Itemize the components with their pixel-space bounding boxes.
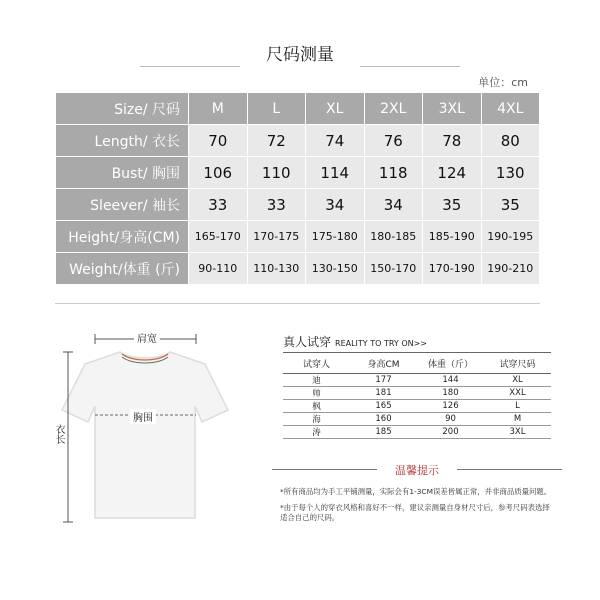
tryon-row xyxy=(283,374,551,387)
tryon-header-row xyxy=(283,353,551,374)
tryon-cell: M xyxy=(484,413,551,426)
tryon-row xyxy=(283,413,551,426)
height-cell: 170-175 xyxy=(247,221,306,253)
tryon-cell: 迪 xyxy=(283,374,350,387)
weight-cell: 110-130 xyxy=(247,253,306,285)
measurement-diagram xyxy=(50,330,260,530)
sleeve-row xyxy=(56,189,540,221)
page-title: 尺码测量 xyxy=(266,45,334,65)
row-label: Height/身高(CM) xyxy=(56,221,189,253)
row-label: Sleever/ 袖长 xyxy=(56,189,189,221)
size-cell: 2XL xyxy=(364,93,423,125)
section-divider xyxy=(55,303,540,304)
height-cell: 190-195 xyxy=(481,221,540,253)
size-chart-table xyxy=(55,92,540,285)
size-cell: 4XL xyxy=(481,93,540,125)
tryon-row xyxy=(283,387,551,400)
bust-cell: 130 xyxy=(481,157,540,189)
height-cell: 175-180 xyxy=(306,221,365,253)
tryon-cell: 涛 xyxy=(283,426,350,439)
length-cell: 70 xyxy=(189,125,248,157)
notice-note: *由于每个人的穿衣风格和喜好不一样，建议亲测量自身材尺寸后，参考尺码表选择适合自己的尺码。 xyxy=(280,503,550,522)
shoulder-label: 肩宽 xyxy=(134,330,160,345)
length-cell: 76 xyxy=(364,125,423,157)
tryon-cell: 90 xyxy=(417,413,484,426)
chest-label: 胸围 xyxy=(130,409,156,424)
notice-note: *所有商品均为手工平铺测量，实际会有1-3CM误差皆属正常，并非商品质量问题。 xyxy=(280,487,552,496)
tryon-title: 真人试穿 xyxy=(283,335,332,349)
size-cell: 3XL xyxy=(423,93,482,125)
sleeve-cell: 35 xyxy=(481,189,540,221)
row-label: Size/ 尺码 xyxy=(56,93,189,125)
tryon-table xyxy=(283,352,551,439)
bust-cell: 118 xyxy=(364,157,423,189)
tryon-cell: L xyxy=(484,400,551,413)
tryon-cell: 200 xyxy=(417,426,484,439)
tryon-row xyxy=(283,426,551,439)
tryon-cell: 180 xyxy=(417,387,484,400)
tryon-header: 试穿尺码 xyxy=(484,353,551,374)
tryon-cell: 185 xyxy=(350,426,417,439)
tryon-cell: XXL xyxy=(484,387,551,400)
size-cell: M xyxy=(189,93,248,125)
weight-cell: 190-210 xyxy=(481,253,540,285)
bust-row xyxy=(56,157,540,189)
tryon-subtitle: REALITY TO TRY ON>> xyxy=(335,339,428,348)
sleeve-cell: 35 xyxy=(423,189,482,221)
tryon-cell: 海 xyxy=(283,413,350,426)
size-row xyxy=(56,93,540,125)
sleeve-cell: 34 xyxy=(364,189,423,221)
row-label: Bust/ 胸围 xyxy=(56,157,189,189)
height-cell: 180-185 xyxy=(364,221,423,253)
length-cell: 78 xyxy=(423,125,482,157)
sleeve-cell: 33 xyxy=(247,189,306,221)
weight-cell: 170-190 xyxy=(423,253,482,285)
weight-row xyxy=(56,253,540,285)
weight-cell: 90-110 xyxy=(189,253,248,285)
length-cell: 74 xyxy=(306,125,365,157)
row-label: Length/ 衣长 xyxy=(56,125,189,157)
tryon-header: 体重（斤） xyxy=(417,353,484,374)
tryon-heading xyxy=(283,333,427,350)
tryon-cell: 126 xyxy=(417,400,484,413)
tryon-cell: 3XL xyxy=(484,426,551,439)
size-cell: XL xyxy=(306,93,365,125)
tryon-cell: 帅 xyxy=(283,387,350,400)
tshirt-shape xyxy=(62,352,228,518)
unit-label: 单位：cm xyxy=(478,76,528,89)
height-row xyxy=(56,221,540,253)
tryon-header: 试穿人 xyxy=(283,353,350,374)
tryon-cell: 144 xyxy=(417,374,484,387)
tryon-cell: XL xyxy=(484,374,551,387)
tryon-cell: 165 xyxy=(350,400,417,413)
tryon-cell: 177 xyxy=(350,374,417,387)
sleeve-cell: 34 xyxy=(306,189,365,221)
bust-cell: 110 xyxy=(247,157,306,189)
length-row xyxy=(56,125,540,157)
notice-title: 温馨提示 xyxy=(395,464,439,477)
size-cell: L xyxy=(247,93,306,125)
title-divider-left xyxy=(140,66,240,67)
length-cell: 72 xyxy=(247,125,306,157)
tryon-cell: 181 xyxy=(350,387,417,400)
tshirt-illustration xyxy=(50,330,260,530)
height-cell: 165-170 xyxy=(189,221,248,253)
weight-cell: 130-150 xyxy=(306,253,365,285)
length-cell: 80 xyxy=(481,125,540,157)
height-cell: 185-190 xyxy=(423,221,482,253)
title-divider-right xyxy=(360,66,460,67)
bust-cell: 124 xyxy=(423,157,482,189)
tryon-header: 身高CM xyxy=(350,353,417,374)
bust-cell: 114 xyxy=(306,157,365,189)
tryon-cell: 160 xyxy=(350,413,417,426)
weight-cell: 150-170 xyxy=(364,253,423,285)
bust-cell: 106 xyxy=(189,157,248,189)
tryon-row xyxy=(283,400,551,413)
row-label: Weight/体重 (斤) xyxy=(56,253,189,285)
sleeve-cell: 33 xyxy=(189,189,248,221)
length-label: 衣长 xyxy=(53,424,64,444)
notice-heading xyxy=(272,462,562,476)
tryon-cell: 枫 xyxy=(283,400,350,413)
